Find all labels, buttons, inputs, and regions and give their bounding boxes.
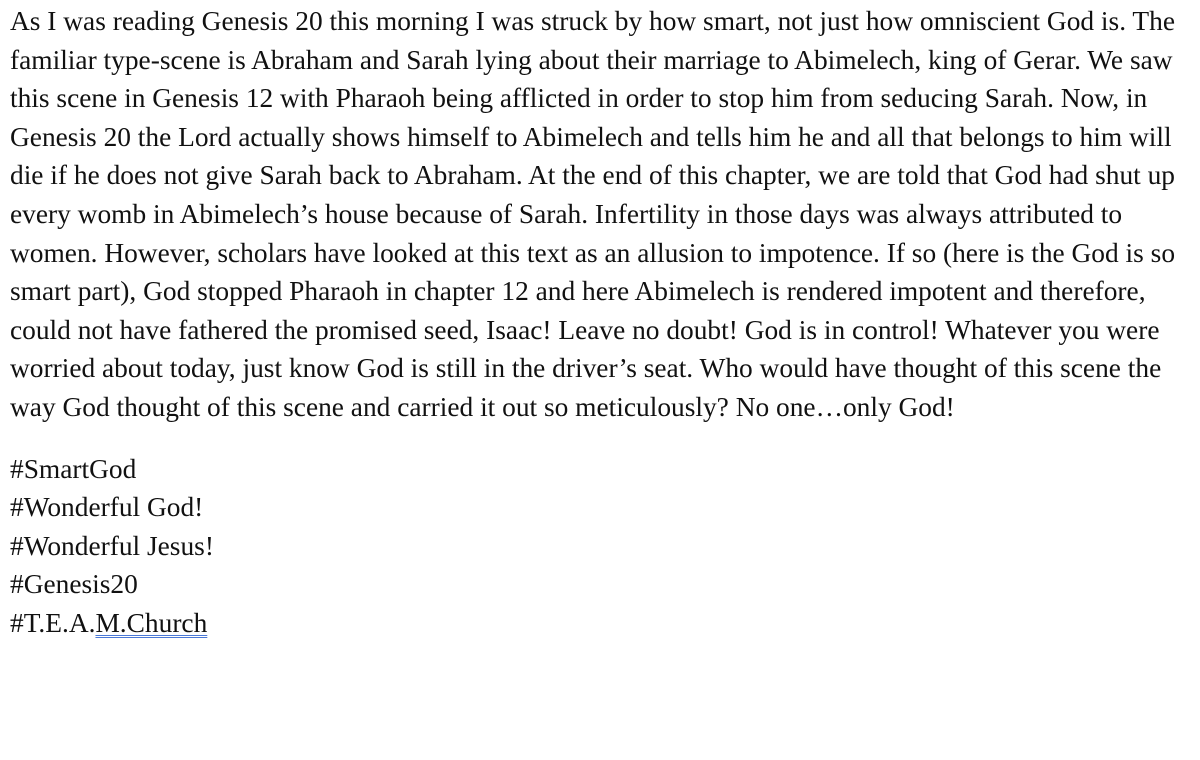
hashtag-wonderful-god[interactable]: #Wonderful God! xyxy=(10,492,204,523)
hashtag-team-church-prefix: #T.E.A. xyxy=(10,607,96,638)
hashtag-smartgod[interactable]: #SmartGod xyxy=(10,453,137,484)
spellcheck-flagged-word[interactable]: M.Church xyxy=(95,607,208,638)
body-paragraph[interactable]: As I was reading Genesis 20 this morning I was struck by how smart, not just how omniscient God is. The familiar type-scene is Abraham and Sarah lying about their marriage to Abimelech, king of Gerar. We saw this scene in Genesis 12 with Pharaoh being afflicted in order to stop him from seducing Sarah. Now, in Genesis 20 the Lord actually shows himself to Abimelech and tells him he and all that belongs to him will die if he does not give Sarah back to Abraham. At the end of this chapter, we are told that God had shut up every womb in Abimelech’s house because of Sarah. Infertility in those days was always attributed to women. However, scholars have looked at this text as an allusion to impotence. If so (here is the God is so smart part), God stopped Pharaoh in chapter 12 and here Abimelech is rendered impotent and therefore, could not have fathered the promised seed, Isaac! Leave no doubt! God is in control! Whatever you were worried about today, just know God is still in the driver’s seat. Who would have thought of this scene the way God thought of this scene and carried it out so meticulously? No one…only God! xyxy=(10,6,1176,422)
document-body[interactable] xyxy=(10,2,1190,643)
hashtag-list xyxy=(10,450,1190,643)
hashtag-team-church[interactable] xyxy=(10,604,1190,643)
hashtag-wonderful-jesus[interactable]: #Wonderful Jesus! xyxy=(10,530,214,561)
hashtag-genesis20[interactable]: #Genesis20 xyxy=(10,569,138,600)
